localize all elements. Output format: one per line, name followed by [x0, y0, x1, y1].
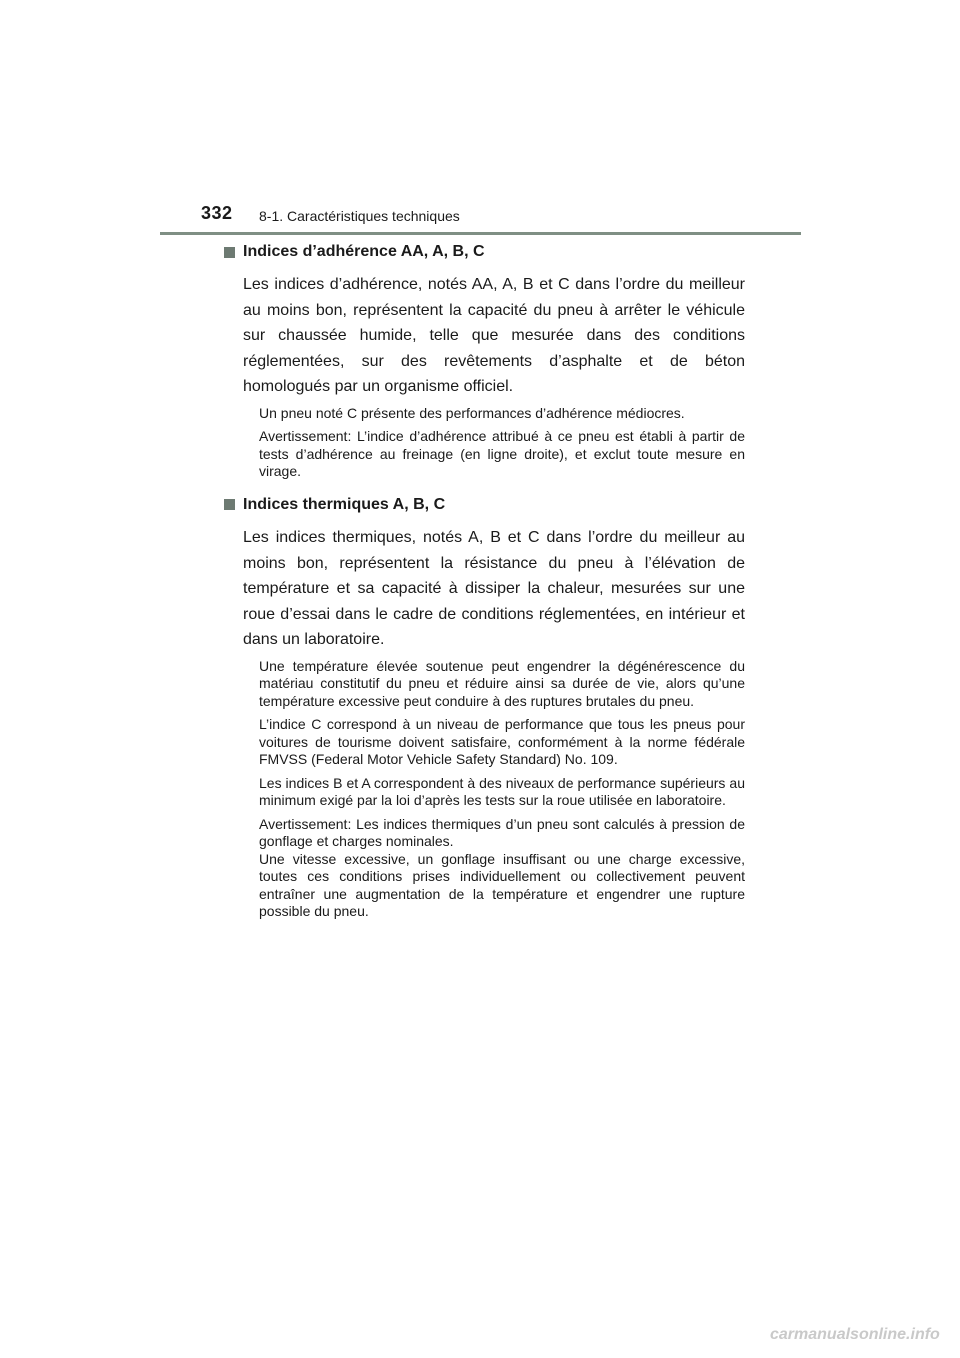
- note: L’indice C correspond à un niveau de performance que tous les pneus pour voitures de tourisme doivent satisfaire, conformément à la norme fédérale FMVSS (Federal Motor Vehicle Safety Standard) No. 109.: [259, 716, 745, 768]
- watermark: carmanualsonline.info: [770, 1326, 940, 1343]
- note: Un pneu noté C présente des performances d’adhérence médiocres.: [259, 404, 685, 421]
- note: Une température élevée soutenue peut engendrer la dégénérescence du matériau constitutif du pneu et réduire ainsi sa durée de vie, alors qu’une température excessive peut conduire à des ruptures brutales du pneu.: [259, 657, 745, 709]
- page-number: 332: [201, 203, 233, 223]
- square-bullet-icon: [224, 499, 235, 510]
- section-adherence: [224, 240, 745, 481]
- header-divider: [160, 232, 801, 235]
- section-heading-text: Indices d’adhérence AA, A, B, C: [243, 243, 485, 260]
- section-body: Les indices thermiques, notés A, B et C dans l’ordre du meilleur au moins bon, représentent la résistance du pneu à l’élévation de température et sa capacité à dissiper la chaleur, mesurées sur une roue d’essai dans le cadre de conditions réglementées, en intérieur et dans un laboratoire.: [243, 528, 745, 649]
- section-heading: [224, 493, 745, 517]
- section-thermal: [224, 493, 745, 921]
- note: Une vitesse excessive, un gonflage insuffisant ou une charge excessive, toutes ces conditions prises individuellement ou collectivement peuvent entraîner une augmentation de la température et engendrer une rupture possible du pneu.: [259, 850, 745, 920]
- section-body: Les indices d’adhérence, notés AA, A, B et C dans l’ordre du meilleur au moins bon, représentent la capacité du pneu à arrêter le véhicule sur chaussée humide, telle que mesurée dans des conditions réglementées, sur des revêtements d’asphalte et de béton homologués par un organisme officiel.: [243, 276, 745, 396]
- note: Avertissement: L’indice d’adhérence attribué à ce pneu est établi à partir de tests d’adhérence au freinage (en ligne droite), et exclut toute mesure en virage.: [259, 428, 745, 480]
- note: Les indices B et A correspondent à des niveaux de performance supérieurs au minimum exigé par la loi d’après les tests sur la roue utilisée en laboratoire.: [259, 774, 745, 809]
- page-content: [224, 240, 745, 921]
- square-bullet-icon: [224, 247, 235, 258]
- section-heading-text: Indices thermiques A, B, C: [243, 495, 446, 513]
- chapter-title: 8-1. Caractéristiques techniques: [259, 208, 460, 224]
- note: Avertissement: Les indices thermiques d’un pneu sont calculés à pression de gonflage et charges nominales.: [259, 815, 745, 850]
- section-heading: [224, 240, 745, 264]
